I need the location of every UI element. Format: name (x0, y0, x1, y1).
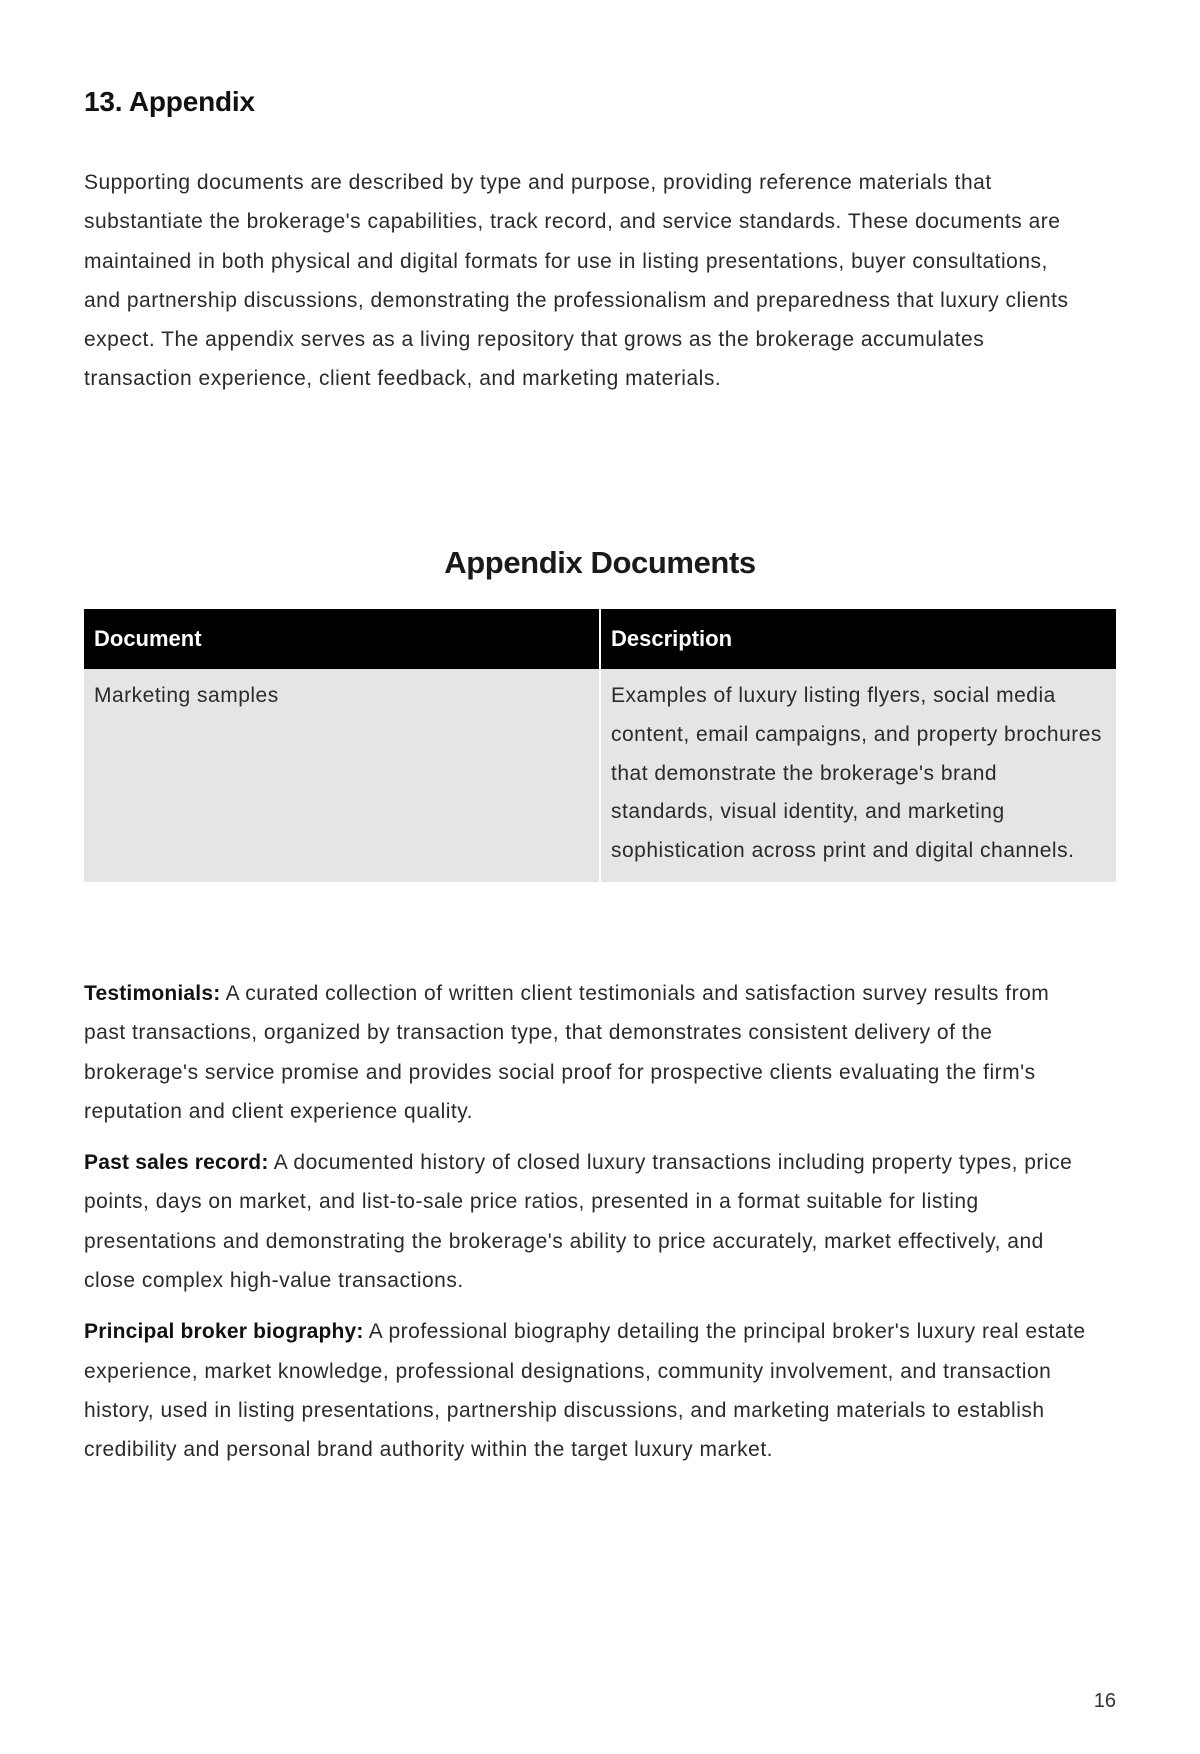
table-header-row (84, 609, 1116, 669)
entry-text: A professional biography detailing the principal broker's luxury real estate experience, market knowledge, professional designations, community involvement, and transaction history, used in listing presentations, partnership discussions, and marketing materials to establish credibility and personal brand authority within the target luxury market. (84, 1320, 1086, 1462)
entry-past-sales-record (84, 1143, 1094, 1300)
entry-text: A documented history of closed luxury transactions including property types, price points, days on market, and list-to-sale price ratios, presented in a format suitable for listing presentations and demonstrating the brokerage's ability to price accurately, market effectively, and close complex high-value transactions. (84, 1151, 1073, 1293)
column-header-description: Description (600, 609, 1116, 669)
entry-term: Testimonials: (84, 982, 221, 1005)
column-header-document: Document (84, 609, 600, 669)
entry-term: Past sales record: (84, 1151, 269, 1175)
entry-term: Principal broker biography: (84, 1320, 364, 1344)
intro-paragraph: Supporting documents are described by type and purpose, providing reference materials that substantiate the brokerage's capabilities, track record, and service standards. These documents are maintained in both physical and digital formats for use in listing presentations, buyer consultations, and partnership discussions, demonstrating the professionalism and preparedness that luxury clients expect. The appendix serves as a living repository that grows as the brokerage accumulates transaction experience, client feedback, and marketing materials. (84, 171, 1069, 391)
section-heading: 13. Appendix (84, 86, 255, 117)
page-number: 16 (1093, 1690, 1116, 1712)
appendix-documents-table (84, 609, 1116, 882)
table-title: Appendix Documents (444, 545, 756, 580)
description-cell: Examples of luxury listing flyers, social media content, email campaigns, and property brochures that demonstrate the brokerage's brand standards, visual identity, and marketing sophistication across print and digital channels. (600, 669, 1116, 882)
document-entries (84, 974, 1094, 1482)
table-row (84, 669, 1116, 882)
entry-principal-broker-biography (84, 1312, 1094, 1469)
entry-text: A curated collection of written client testimonials and satisfaction survey results from past transactions, organized by transaction type, that demonstrates consistent delivery of the brokerage's service promise and provides social proof for prospective clients evaluating the firm's reputation and client experience quality. (84, 982, 1050, 1123)
document-cell: Marketing samples (84, 669, 600, 882)
entry-testimonials (84, 974, 1094, 1131)
